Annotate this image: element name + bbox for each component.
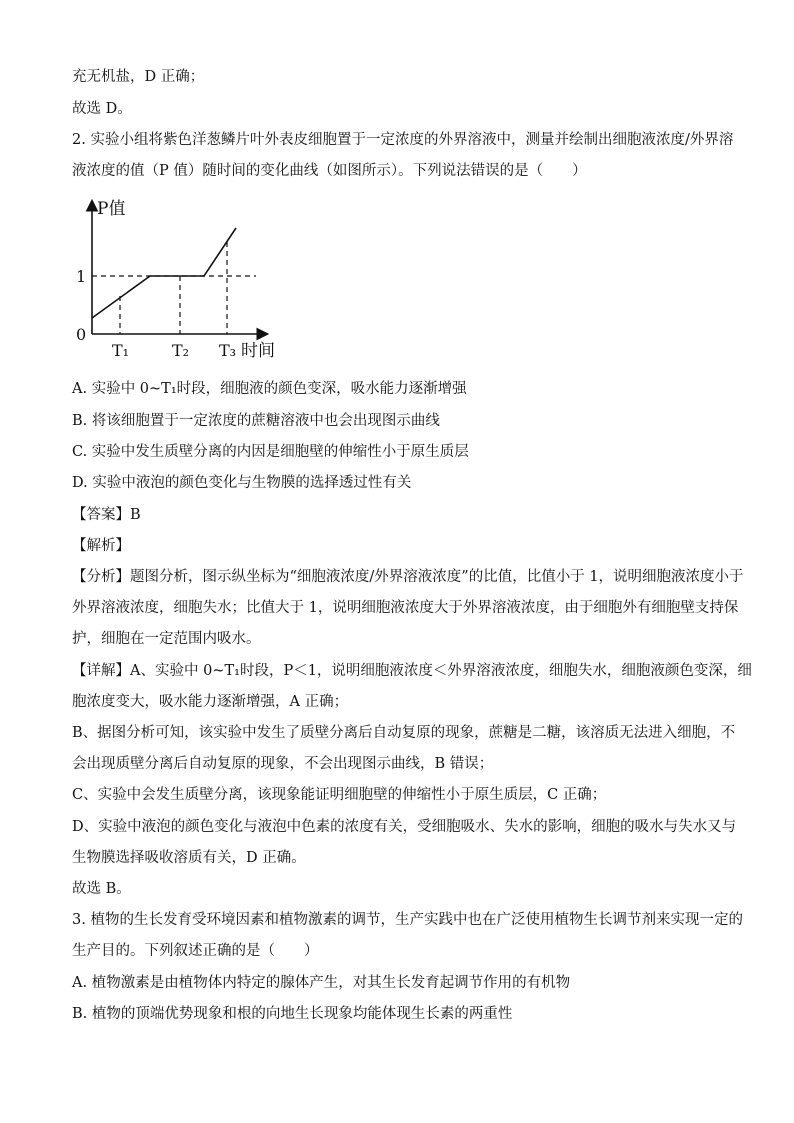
option-c: C. 实验中发生质壁分离的内因是细胞壁的伸缩性小于原生质层	[72, 444, 469, 460]
analysis-line: 会出现质壁分离后自动复原的现象，不会出现图示曲线，B 错误；	[72, 756, 494, 772]
y-tick-1: 1	[76, 267, 87, 286]
option-b: B. 将该细胞置于一定浓度的蔗糖溶液中也会出现图示曲线	[72, 413, 440, 429]
p-value-curve	[92, 228, 236, 318]
text-line: 充无机盐，D 正确；	[72, 69, 205, 85]
text-line: 故选 D。	[72, 101, 132, 117]
question-3-stem: 3. 植物的生长发育受环境因素和植物激素的调节，生产实践中也在广泛使用植物生长调节剂来实现一定的	[72, 912, 743, 928]
t1-label: T₁	[112, 341, 130, 360]
analysis-line: B、据图分析可知，该实验中发生了质壁分离后自动复原的现象，蔗糖是二糖，该溶质无法进入细胞，不	[72, 725, 736, 741]
analysis-line: 外界溶液浓度，细胞失水；比值大于 1，说明细胞液浓度大于外界溶液浓度，由于细胞外有细胞壁支持保	[72, 600, 739, 616]
x-axis-label: 时间	[241, 341, 275, 361]
option-a: A. 实验中 0~T₁时段，细胞液的颜色变深，吸水能力逐渐增强	[72, 381, 467, 397]
analysis-line: 胞浓度变大，吸水能力逐渐增强，A 正确；	[72, 694, 349, 710]
analysis-line: 护，细胞在一定范围内吸水。	[72, 631, 261, 647]
answer: 【答案】B	[72, 507, 141, 523]
q3-option-a: A. 植物激素是由植物体内特定的腺体产生，对其生长发育起调节作用的有机物	[72, 975, 571, 991]
t2-label: T₂	[172, 341, 190, 360]
analysis-line: 【详解】A、实验中 0~T₁时段，P＜1，说明细胞液浓度＜外界溶液浓度，细胞失水，细胞液颜色变深，细	[72, 663, 752, 679]
q3-option-b: B. 植物的顶端优势现象和根的向地生长现象均能体现生长素的两重性	[72, 1006, 513, 1022]
analysis-line: 生物膜选择吸收溶质有关，D 正确。	[72, 850, 306, 866]
y-axis-label: P值	[97, 199, 126, 219]
t3-label: T₃	[219, 341, 237, 360]
analysis-line: 故选 B。	[72, 881, 131, 897]
analysis-line: D、实验中液泡的颜色变化与液泡中色素的浓度有关，受细胞吸水、失水的影响，细胞的吸水与失水又与	[72, 819, 737, 835]
option-d: D. 实验中液泡的颜色变化与生物膜的选择透过性有关	[72, 475, 412, 491]
analysis-line: 【分析】题图分析，图示纵坐标为“细胞液浓度/外界溶液浓度”的比值，比值小于 1，说明细胞液浓度小于	[72, 569, 744, 585]
question-2-stem: 2. 实验小组将紫色洋葱鳞片叶外表皮细胞置于一定浓度的外界溶液中，测量并绘制出细胞液浓度/外界溶	[72, 132, 734, 148]
p-value-figure	[68, 192, 298, 372]
analysis-header: 【解析】	[72, 538, 130, 554]
question-3-stem: 生产目的。下列叙述正确的是（ ）	[72, 943, 319, 959]
analysis-line: C、实验中会发生质壁分离，该现象能证明细胞壁的伸缩性小于原生质层，C 正确；	[72, 787, 607, 803]
origin-label: 0	[76, 325, 87, 344]
question-2-stem: 液浓度的值（P 值）随时间的变化曲线（如图所示）。下列说法错误的是（ ）	[72, 163, 587, 179]
